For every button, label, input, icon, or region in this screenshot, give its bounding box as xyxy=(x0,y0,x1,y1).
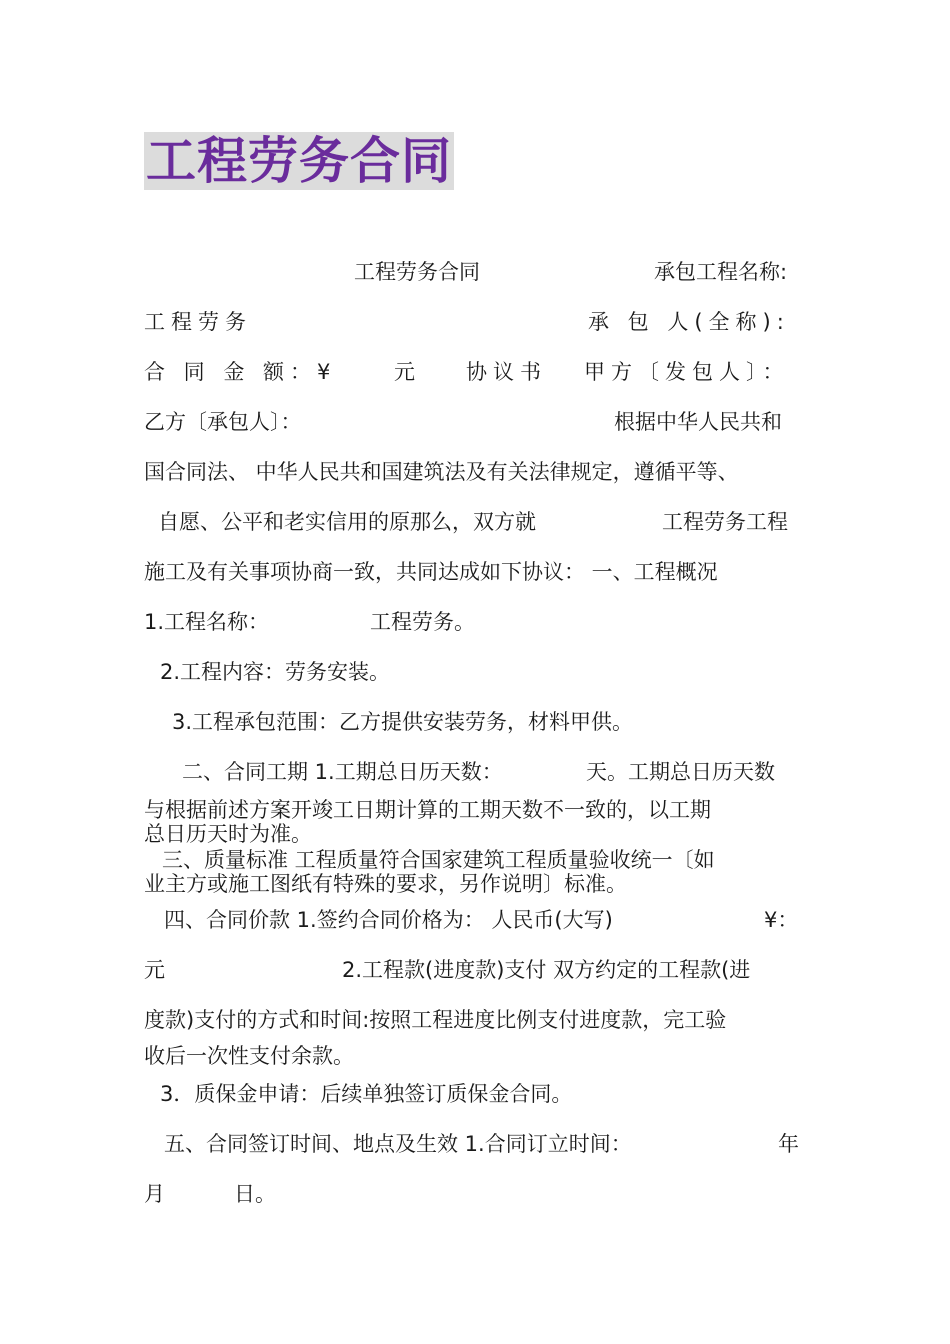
section-contract-period: 二、合同工期 1.工期总日历天数： xyxy=(182,760,503,784)
body-text-line: 工程劳务工程 xyxy=(662,510,788,534)
party-b-label: 乙方〔承包人〕： xyxy=(144,410,302,434)
body-text-line: 度款)支付的方式和时间:按照工程进度比例支付进度款，完工验 xyxy=(144,1008,727,1032)
currency-unit: 元 xyxy=(394,360,415,384)
clause-project-name-value: 工程劳务。 xyxy=(370,610,475,634)
body-text-line: 收后一次性支付余款。 xyxy=(144,1044,354,1068)
body-text-line: 国合同法、 中华人民共和国建筑法及有关法律规定，遵循平等、 xyxy=(144,460,739,484)
body-text-line: 自愿、公平和老实信用的原那么，双方就 xyxy=(158,510,536,534)
contract-amount-label: 合 同 金 额：¥ xyxy=(144,360,337,384)
section-contract-price: 四、合同价款 1.签约合同价格为： 人民币(大写) xyxy=(164,908,613,932)
clause-project-name: 1.工程名称： xyxy=(144,610,270,634)
currency-symbol: ¥： xyxy=(764,908,799,932)
date-day-label: 日。 xyxy=(234,1182,276,1206)
document-title: 工程劳务合同 xyxy=(146,132,452,190)
clause-project-content: 2.工程内容：劳务安装。 xyxy=(160,660,391,684)
section-signing: 五、合同签订时间、地点及生效 1.合同订立时间： xyxy=(164,1132,632,1156)
contractor-label: 承 包 人(全称): xyxy=(588,310,790,334)
body-text-line: 总日历天时为准。 xyxy=(144,822,312,846)
body-text-line: 与根据前述方案开竣工日期计算的工期天数不一致的，以工期 xyxy=(144,798,711,822)
body-text-line: 施工及有关事项协商一致，共同达成如下协议： 一、工程概况 xyxy=(144,560,718,584)
project-name-value: 工程劳务 xyxy=(144,310,252,334)
project-name-label: 承包工程名称: xyxy=(654,260,788,284)
clause-warranty-deposit: 3．质保金申请：后续单独签订质保金合同。 xyxy=(160,1082,573,1106)
subtitle-text: 工程劳务合同 xyxy=(354,260,480,284)
currency-unit: 元 xyxy=(144,958,165,982)
section-quality-standard: 三、质量标准 工程质量符合国家建筑工程质量验收统一〔如 xyxy=(162,848,715,872)
body-text-line: 天。工期总日历天数 xyxy=(586,760,775,784)
party-a-label: 甲方〔发包人〕： xyxy=(584,360,790,384)
clause-progress-payment: 2.工程款(进度款)支付 双方约定的工程款(进 xyxy=(342,958,751,982)
body-text-line: 根据中华人民共和 xyxy=(614,410,782,434)
clause-project-scope: 3.工程承包范围：乙方提供安装劳务，材料甲供。 xyxy=(172,710,634,734)
date-year-label: 年 xyxy=(778,1132,799,1156)
agreement-heading: 协议书 xyxy=(466,360,547,384)
date-month-label: 月 xyxy=(144,1182,165,1206)
body-text-line: 业主方或施工图纸有特殊的要求，另作说明〕标准。 xyxy=(144,872,627,896)
